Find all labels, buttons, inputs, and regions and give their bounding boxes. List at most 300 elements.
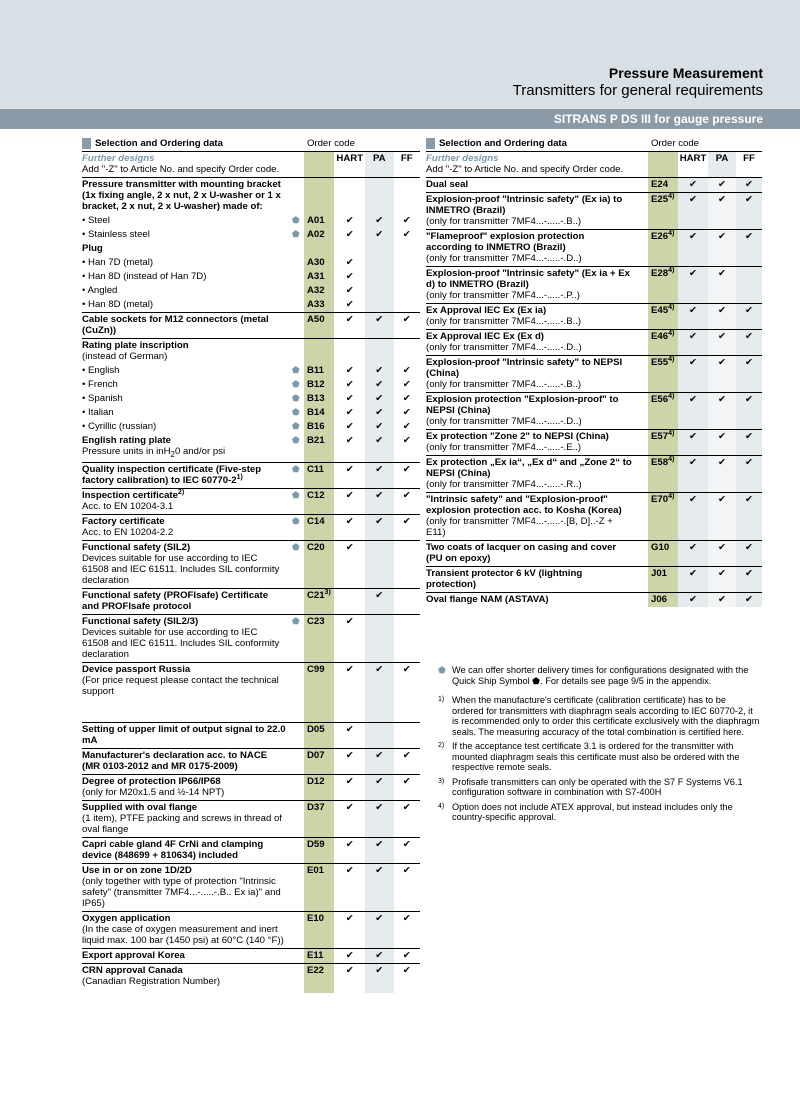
order-code: B14 (304, 406, 335, 420)
check-ff-icon: ✔ (736, 567, 762, 593)
quickship-icon: ⬟ (288, 462, 304, 488)
row-description: Quality inspection certificate (Five-step factory calibration) to IEC 60770-2$^{1)}$ (82, 462, 288, 488)
order-code: D12 (304, 774, 335, 800)
check-ff-icon: ✔ (394, 863, 421, 911)
order-row-j01 (426, 567, 762, 593)
quickship-icon: ⬟ (291, 379, 300, 389)
row-description: Export approval Korea (82, 948, 288, 963)
order-row-a31 (82, 270, 420, 284)
row-description: Rating plate inscription (instead of German) (82, 339, 288, 365)
order-row-e554 (426, 356, 762, 393)
quickship-icon (288, 178, 304, 215)
quickship-icon: ⬟ (288, 614, 304, 662)
order-row-e11 (82, 948, 420, 963)
quickship-icon (288, 298, 304, 313)
check-ff-icon (394, 614, 421, 662)
row-description: Explosion-proof "Intrinsic safety" (Ex ia + Ex d) to INMETRO (Brazil) (only for transmitter 7MF4...-.....-.P..) (426, 267, 634, 304)
order-code: A02 (304, 228, 335, 242)
check-ff-icon: ✔ (394, 214, 421, 228)
check-ff-icon (394, 178, 421, 215)
check-pa-icon: ✔ (708, 330, 736, 356)
quickship-icon (634, 193, 648, 230)
check-ff-icon (394, 256, 421, 270)
order-row-e704 (426, 493, 762, 541)
check-hart-icon: ✔ (334, 228, 365, 242)
order-code: E57$^{4)}$ (648, 430, 678, 456)
row-description: Cable sockets for M12 connectors (metal (CuZn)) (82, 313, 288, 339)
check-ff-icon: ✔ (394, 378, 421, 392)
check-hart-icon (334, 588, 365, 614)
check-ff-icon: ✔ (736, 304, 762, 330)
check-ff-icon: ✔ (736, 330, 762, 356)
check-hart-icon: ✔ (334, 256, 365, 270)
order-code: B13 (304, 392, 335, 406)
order-code: G10 (648, 541, 678, 567)
footnote-4: Option does not include ATEX approval, but instead includes only the country-specific approval. (452, 801, 733, 822)
order-code: A33 (304, 298, 335, 313)
check-hart-icon: ✔ (334, 214, 365, 228)
quickship-icon: ⬟ (288, 488, 304, 514)
row-description: • Cyrillic (russian) (82, 421, 157, 432)
order-code: E25$^{4)}$ (648, 193, 678, 230)
row-description: Ex protection „Ex ia“, „Ex d“ and „Zone 2“ to NEPSI (China) (only for transmitter 7MF4...-.....-.R..) (426, 456, 634, 493)
row-description: English rating plate Pressure units in inH$_2$0 and/or psi (82, 435, 226, 459)
order-code: E46$^{4)}$ (648, 330, 678, 356)
check-ff-icon: ✔ (394, 748, 421, 774)
check-ff-icon: ✔ (736, 230, 762, 267)
order-code: C12 (304, 488, 335, 514)
row-description: Functional safety (SIL2/3) Devices suitable for use according to IEC 61508 and IEC 61511. Includes SIL conformity declaration (82, 614, 288, 662)
check-hart-icon: ✔ (334, 392, 365, 406)
order-row-d05 (82, 722, 420, 748)
check-pa-icon: ✔ (708, 493, 736, 541)
check-hart-icon: ✔ (334, 378, 365, 392)
product-band (0, 109, 800, 129)
order-row-b11 (82, 364, 420, 378)
row-description: Pressure transmitter with mounting bracket (1x fixing angle, 2 x nut, 2 x U-washer or 1 x bracket, 2 x nut, 2 x U-washer) made of: (82, 178, 288, 215)
order-code: E22 (304, 963, 335, 993)
check-hart-icon: ✔ (334, 837, 365, 863)
order-row-e574 (426, 430, 762, 456)
row-description: Ex protection "Zone 2" to NEPSI (China) (only for transmitter 7MF4...-.....-.E..) (426, 430, 634, 456)
check-ff-icon: ✔ (394, 488, 421, 514)
left-table: Selection and Ordering data Order code Further designs Add "-Z" to Article No. and specify Order code. HART PA FF Pressure transmitter with mounting bracket (1x fixing angle, 2 x nut, 2 x U-washer or 1 x bracket, 2 x nut, 2 x U-washer) made of: • Steel ⬟ A01 ✔ ✔ ✔ • Stainless steel ⬟ A02 ✔ ✔ ✔ Plug • Han 7D (metal) A30 ✔ • Han 8D (instead of Han 7D) A31 ✔ • Angled A32 ✔ • Han 8D (metal) A33 ✔ Cable sockets for M12 connectors (metal (CuZn)) A50 ✔ ✔ ✔ Rating plate inscription (instead of German) • English ⬟ B11 ✔ ✔ ✔ • French ⬟ B12 ✔ ✔ ✔ • Spanish ⬟ B13 ✔ ✔ ✔ • Italian ⬟ B14 ✔ ✔ ✔ • Cyrillic (russian) ⬟ B16 ✔ ✔ ✔ English rating plate Pressure units in inH$_2$0 and/or psi ⬟ B21 ✔ ✔ ✔ Quality inspection certificate (Five-step factory calibration) to IEC 60770-2$^{1)}$ ⬟ C11 ✔ ✔ ✔ Inspection certificate$^{2)}$ Acc. to EN 10204-3.1 ⬟ C12 ✔ ✔ ✔ Factory certificate Acc. to EN 10204-2.2 ⬟ C14 ✔ ✔ ✔ Functional safety (SIL2) Devices suitable for use according to IEC 61508 and IEC 61511. Includes SIL conformity declaration ⬟ C20 ✔ Functional safety (PROFIsafe) Certificate and PROFIsafe protocol C21$^{3)}$ ✔ Functional safety (SIL2/3) Devices suitable for use according to IEC 61508 and IEC 61511. Includes SIL conformity declaration ⬟ C23 ✔ Device passport Russia (For price request please contact the technical support C99 ✔ ✔ ✔ Setting of upper limit of output signal to 22.0 mA D05 ✔ Manufacturer's declaration acc. to NACE (MR 0103-2012 and MR 0175-2009) D07 ✔ ✔ ✔ Degree of protection IP66/IP68 (only for M20x1.5 and ½-14 NPT) D12 ✔ ✔ ✔ Supplied with oval flange (1 item), PTFE packing and screws in thread of oval flange D37 ✔ ✔ ✔ Capri cable gland 4F CrNi and clamping device (848699 + 810634) included D59 ✔ ✔ ✔ Use in or on zone 1D/2D (only together with type of protection "Intrinsic safety" (transmitter 7MF4...-.....-.B.. Ex ia)" and IP65) E01 ✔ ✔ ✔ Oxygen application (In the case of oxygen measurement and inert liquid max. 100 bar (1450 psi) at 60°C (140 °F)) E10 ✔ ✔ ✔ Export approval Korea E11 ✔ ✔ ✔ CRN approval Canada (Canadian Registration Number) E22 ✔ ✔ ✔ (82, 136, 420, 993)
check-ff-icon: ✔ (736, 593, 762, 608)
quickship-icon: ⬟ (291, 365, 300, 375)
check-hart-icon: ✔ (334, 863, 365, 911)
check-pa-icon: ✔ (365, 948, 394, 963)
order-row-a32 (82, 284, 420, 298)
order-code: D07 (304, 748, 335, 774)
quickship-icon (634, 393, 648, 430)
quickship-icon (288, 963, 304, 993)
check-hart-icon: ✔ (678, 456, 708, 493)
footnote-3: Profisafe transmitters can only be operated with the S7 F Systems V6.1 configuration software in combination with S7-400H (452, 776, 743, 797)
quickship-icon (634, 593, 648, 608)
page-subtitle: Transmitters for general requirements (512, 82, 763, 99)
check-ff-icon: ✔ (394, 963, 421, 993)
order-code: B21 (304, 434, 335, 462)
quickship-icon (634, 267, 648, 304)
order-code: D05 (304, 722, 335, 748)
order-row-b16 (82, 420, 420, 434)
check-pa-icon: ✔ (365, 406, 394, 420)
check-ff-icon: ✔ (394, 774, 421, 800)
order-row-c20 (82, 540, 420, 588)
check-ff-icon (394, 540, 421, 588)
quickship-icon (288, 948, 304, 963)
check-ff-icon: ✔ (736, 493, 762, 541)
check-pa-icon: ✔ (708, 456, 736, 493)
page-title: Pressure Measurement (608, 65, 763, 81)
check-pa-icon: ✔ (365, 837, 394, 863)
order-code: B16 (304, 420, 335, 434)
check-ff-icon: ✔ (394, 406, 421, 420)
row-description: Transient protector 6 kV (lightning protection) (426, 567, 634, 593)
quickship-icon (288, 748, 304, 774)
quickship-icon (634, 356, 648, 393)
order-code: B12 (304, 378, 335, 392)
right-oc-header: Order code (648, 136, 762, 152)
quickship-icon (634, 456, 648, 493)
check-ff-icon: ✔ (736, 393, 762, 430)
header-mark (426, 138, 435, 149)
quickship-icon (288, 588, 304, 614)
row-description: • Spanish (82, 393, 123, 404)
check-pa-icon (365, 284, 394, 298)
check-ff-icon: ✔ (394, 434, 421, 462)
check-pa-icon (365, 298, 394, 313)
check-pa-icon: ✔ (708, 567, 736, 593)
check-pa-icon: ✔ (708, 356, 736, 393)
check-pa-icon (365, 270, 394, 284)
check-hart-icon: ✔ (334, 948, 365, 963)
check-hart-icon: ✔ (334, 284, 365, 298)
check-ff-icon: ✔ (736, 356, 762, 393)
check-pa-icon: ✔ (365, 963, 394, 993)
check-pa-icon: ✔ (365, 800, 394, 837)
order-row-e264 (426, 230, 762, 267)
row-description: Factory certificate Acc. to EN 10204-2.2 (82, 514, 288, 540)
order-row-a33 (82, 298, 420, 313)
order-code (304, 178, 335, 215)
check-pa-icon: ✔ (708, 430, 736, 456)
right-sel-header: Selection and Ordering data (426, 136, 648, 152)
quickship-icon (634, 541, 648, 567)
order-row-a02 (82, 228, 420, 242)
quickship-note: We can offer shorter delivery times for configurations designated with the Quick Ship Symbol ⬟. For details see page 9/5 in the appendix. (452, 665, 749, 686)
row-description: Functional safety (PROFIsafe) Certificate and PROFIsafe protocol (82, 588, 288, 614)
quickship-icon: ⬟ (291, 421, 300, 431)
row-description: Dual seal (426, 178, 634, 193)
order-code: E28$^{4)}$ (648, 267, 678, 304)
row-description: • Angled (82, 285, 118, 296)
quickship-icon: ⬟ (291, 229, 300, 239)
quickship-icon: ⬟ (288, 514, 304, 540)
check-hart-icon: ✔ (678, 230, 708, 267)
check-hart-icon: ✔ (678, 178, 708, 193)
row-description: • Han 7D (metal) (82, 257, 154, 268)
footnote-2: If the acceptance test certificate 3.1 is ordered for the transmitter with mounted diaphragm seals this certificate must also be ordered with the respective remote seals. (452, 741, 740, 772)
quickship-icon: ⬟ (438, 665, 446, 675)
product-band-label: SITRANS P DS III for gauge pressure (553, 112, 763, 126)
order-code: D37 (304, 800, 335, 837)
quickship-icon: ⬟ (291, 435, 300, 445)
order-code: B11 (304, 364, 335, 378)
check-pa-icon: ✔ (708, 304, 736, 330)
order-code: J01 (648, 567, 678, 593)
quickship-icon (288, 242, 304, 256)
check-pa-icon (365, 722, 394, 748)
order-code: D59 (304, 837, 335, 863)
row-description: Explosion protection "Explosion-proof" to NEPSI (China) (only for transmitter 7MF4...-.....-.D..) (426, 393, 634, 430)
right-column (426, 136, 762, 607)
order-code: E01 (304, 863, 335, 911)
order-code: C14 (304, 514, 335, 540)
check-ff-icon: ✔ (736, 178, 762, 193)
check-pa-icon: ✔ (365, 774, 394, 800)
check-hart-icon: ✔ (678, 430, 708, 456)
order-row-d37 (82, 800, 420, 837)
order-row-d07 (82, 748, 420, 774)
left-sel-header: Selection and Ordering data (82, 136, 304, 152)
check-hart-icon: ✔ (678, 541, 708, 567)
order-code: E70$^{4)}$ (648, 493, 678, 541)
order-code: A50 (304, 313, 335, 339)
check-pa-icon: ✔ (708, 593, 736, 608)
row-description: Oxygen application (In the case of oxygen measurement and inert liquid max. 100 bar (1450 psi) at 60°C (140 °F)) (82, 911, 288, 948)
check-ff-icon: ✔ (394, 420, 421, 434)
order-row-b13 (82, 392, 420, 406)
quickship-icon (288, 662, 304, 722)
order-code: E56$^{4)}$ (648, 393, 678, 430)
quickship-icon (634, 178, 648, 193)
check-hart-icon: ✔ (678, 304, 708, 330)
order-row-e22 (82, 963, 420, 993)
check-hart-icon: ✔ (334, 963, 365, 993)
order-row-b21 (82, 434, 420, 462)
check-pa-icon: ✔ (708, 178, 736, 193)
check-pa-icon: ✔ (365, 313, 394, 339)
check-hart-icon: ✔ (334, 774, 365, 800)
order-row-c11 (82, 462, 420, 488)
check-pa-icon (365, 540, 394, 588)
quickship-icon (288, 722, 304, 748)
row-description: Inspection certificate$^{2)}$ Acc. to EN 10204-3.1 (82, 488, 288, 514)
check-hart-icon: ✔ (678, 493, 708, 541)
order-code: E26$^{4)}$ (648, 230, 678, 267)
check-ff-icon (394, 339, 421, 365)
row-description: Ex Approval IEC Ex (Ex ia) (only for transmitter 7MF4...-.....-.B..) (426, 304, 634, 330)
check-hart-icon: ✔ (678, 356, 708, 393)
check-pa-icon (365, 256, 394, 270)
check-hart-icon: ✔ (334, 406, 365, 420)
check-hart-icon: ✔ (334, 748, 365, 774)
check-hart-icon: ✔ (678, 393, 708, 430)
order-row-c23 (82, 614, 420, 662)
order-row-a30 (82, 256, 420, 270)
order-row-c14 (82, 514, 420, 540)
row-description: • Han 8D (instead of Han 7D) (82, 271, 207, 282)
order-code: C23 (304, 614, 335, 662)
check-ff-icon: ✔ (394, 364, 421, 378)
check-ff-icon: ✔ (394, 948, 421, 963)
check-pa-icon: ✔ (365, 462, 394, 488)
check-pa-icon (365, 614, 394, 662)
check-pa-icon: ✔ (365, 748, 394, 774)
row-description: Functional safety (SIL2) Devices suitable for use according to IEC 61508 and IEC 61511. Includes SIL conformity declaration (82, 540, 288, 588)
check-hart-icon: ✔ (334, 662, 365, 722)
quickship-icon (288, 256, 304, 270)
check-pa-icon: ✔ (365, 911, 394, 948)
order-code: C11 (304, 462, 335, 488)
order-row-plug (82, 242, 420, 256)
order-row-e564 (426, 393, 762, 430)
further-designs: Further designs Add "-Z" to Article No. and specify Order code. (426, 153, 624, 175)
order-row-e01 (82, 863, 420, 911)
check-hart-icon: ✔ (334, 270, 365, 284)
check-hart-icon: ✔ (334, 488, 365, 514)
check-pa-icon: ✔ (365, 420, 394, 434)
quickship-icon: ⬟ (291, 393, 300, 403)
check-pa-icon: ✔ (365, 214, 394, 228)
order-row-g10 (426, 541, 762, 567)
order-code: A31 (304, 270, 335, 284)
quickship-icon: ⬟ (291, 407, 300, 417)
left-column (82, 136, 420, 993)
check-ff-icon: ✔ (736, 456, 762, 493)
check-pa-icon: ✔ (365, 378, 394, 392)
row-description: Device passport Russia (For price request please contact the technical support (82, 662, 288, 722)
quickship-icon (288, 863, 304, 911)
row-description: Oval flange NAM (ASTAVA) (426, 593, 634, 608)
order-row-b14 (82, 406, 420, 420)
check-ff-icon: ✔ (394, 800, 421, 837)
check-hart-icon: ✔ (678, 193, 708, 230)
check-pa-icon: ✔ (708, 267, 736, 304)
order-row-c99 (82, 662, 420, 722)
further-designs: Further designs Add "-Z" to Article No. and specify Order code. (82, 153, 280, 175)
check-ff-icon: ✔ (736, 430, 762, 456)
check-ff-icon (394, 270, 421, 284)
order-row-e464 (426, 330, 762, 356)
check-pa-icon: ✔ (708, 393, 736, 430)
quickship-icon (288, 837, 304, 863)
order-code (304, 339, 335, 365)
order-code: E58$^{4)}$ (648, 456, 678, 493)
check-ff-icon: ✔ (394, 662, 421, 722)
footnotes: ⬟ We can offer shorter delivery times for configurations designated with the Quick Ship Symbol ⬟. For details see page 9/5 in the appendix. 1) When the manufacture's certificate (calibration certificate) has to be ordered for transmitters with diaphragm seals according to IEC 60770-2, it is recommended only to order this certificate exclusively with the diaphragm seals. The measuring accuracy of the total combination is certified here. 2) If the acceptance test certificate 3.1 is ordered for the transmitter with mounted diaphragm seals this certificate must also be ordered with the respective remote seals. 3) Profisafe transmitters can only be operated with the S7 F Systems V6.1 configuration software in combination with S7-400H 4) Option does not include ATEX approval, but instead includes only the country-specific approval. (438, 665, 760, 822)
quickship-icon (288, 774, 304, 800)
footnote-1: When the manufacture's certificate (calibration certificate) has to be ordered for transmitters with diaphragm seals according to IEC 60770-2, it is recommended only to order this certificate exclusively with the diaphragm seals. The measuring accuracy of the total combination is certified here. (452, 695, 760, 737)
left-oc-header: Order code (304, 136, 420, 152)
order-code: E11 (304, 948, 335, 963)
order-row-e24 (426, 178, 762, 193)
quickship-icon: ⬟ (288, 540, 304, 588)
check-ff-icon (394, 722, 421, 748)
check-ff-icon: ✔ (394, 911, 421, 948)
check-pa-icon (365, 242, 394, 256)
row-description: Explosion-proof "Intrinsic safety" (Ex ia) to INMETRO (Brazil) (only for transmitter 7MF4...-.....-.B..) (426, 193, 634, 230)
check-pa-icon: ✔ (365, 514, 394, 540)
row-description: • French (82, 379, 118, 390)
row-description: "Intrinsic safety" and "Explosion-proof" explosion protection acc. to Kosha (Korea) (only for transmitter 7MF4...-.....-.[B, D]..-Z + E11) (426, 493, 634, 541)
check-ff-icon: ✔ (394, 228, 421, 242)
quickship-icon (288, 800, 304, 837)
quickship-icon (634, 567, 648, 593)
row-description: Two coats of lacquer on casing and cover (PU on epoxy) (426, 541, 634, 567)
quickship-icon (288, 270, 304, 284)
check-pa-icon: ✔ (708, 193, 736, 230)
row-description: Degree of protection IP66/IP68 (only for M20x1.5 and ½-14 NPT) (82, 774, 288, 800)
check-pa-icon: ✔ (365, 228, 394, 242)
check-ff-icon (736, 267, 762, 304)
row-description: Explosion-proof "Intrinsic safety" to NEPSI (China) (only for transmitter 7MF4...-.....-.B..) (426, 356, 634, 393)
order-code: J06 (648, 593, 678, 608)
check-hart-icon: ✔ (334, 434, 365, 462)
order-code: E55$^{4)}$ (648, 356, 678, 393)
order-row-e284 (426, 267, 762, 304)
check-hart-icon: ✔ (334, 514, 365, 540)
check-ff-icon: ✔ (394, 837, 421, 863)
quickship-icon: ⬟ (291, 215, 300, 225)
row-description: Manufacturer's declaration acc. to NACE (MR 0103-2012 and MR 0175-2009) (82, 748, 288, 774)
check-hart-icon: ✔ (334, 462, 365, 488)
check-hart-icon: ✔ (678, 567, 708, 593)
header-mark (82, 138, 91, 149)
check-pa-icon: ✔ (365, 434, 394, 462)
check-hart-icon: ✔ (334, 364, 365, 378)
check-pa-icon: ✔ (365, 364, 394, 378)
check-ff-icon: ✔ (394, 462, 421, 488)
order-code: A30 (304, 256, 335, 270)
row-description: • Stainless steel (82, 229, 150, 240)
quickship-icon (634, 493, 648, 541)
check-ff-icon (394, 298, 421, 313)
quickship-icon (634, 304, 648, 330)
order-row-e254 (426, 193, 762, 230)
quickship-icon (288, 313, 304, 339)
order-code: A32 (304, 284, 335, 298)
check-ff-icon: ✔ (394, 313, 421, 339)
quickship-icon (288, 284, 304, 298)
check-hart-icon: ✔ (334, 313, 365, 339)
row-description: Capri cable gland 4F CrNi and clamping device (848699 + 810634) included (82, 837, 288, 863)
check-pa-icon: ✔ (708, 541, 736, 567)
row-description: CRN approval Canada (Canadian Registration Number) (82, 963, 288, 993)
check-ff-icon: ✔ (736, 193, 762, 230)
order-code (304, 242, 335, 256)
quickship-icon (288, 911, 304, 948)
order-row-e454 (426, 304, 762, 330)
check-ff-icon (394, 242, 421, 256)
check-hart-icon: ✔ (334, 540, 365, 588)
check-pa-icon (365, 339, 394, 365)
check-hart-icon (334, 178, 365, 215)
row-description: • Han 8D (metal) (82, 299, 154, 310)
check-pa-icon: ✔ (365, 588, 394, 614)
check-pa-icon: ✔ (708, 230, 736, 267)
order-row-c12 (82, 488, 420, 514)
order-row-e584 (426, 456, 762, 493)
quickship-icon (634, 230, 648, 267)
check-hart-icon: ✔ (334, 800, 365, 837)
row-description: • English (82, 365, 120, 376)
check-hart-icon: ✔ (334, 911, 365, 948)
order-code: E24 (648, 178, 678, 193)
check-ff-icon: ✔ (736, 541, 762, 567)
order-code: A01 (304, 214, 335, 228)
